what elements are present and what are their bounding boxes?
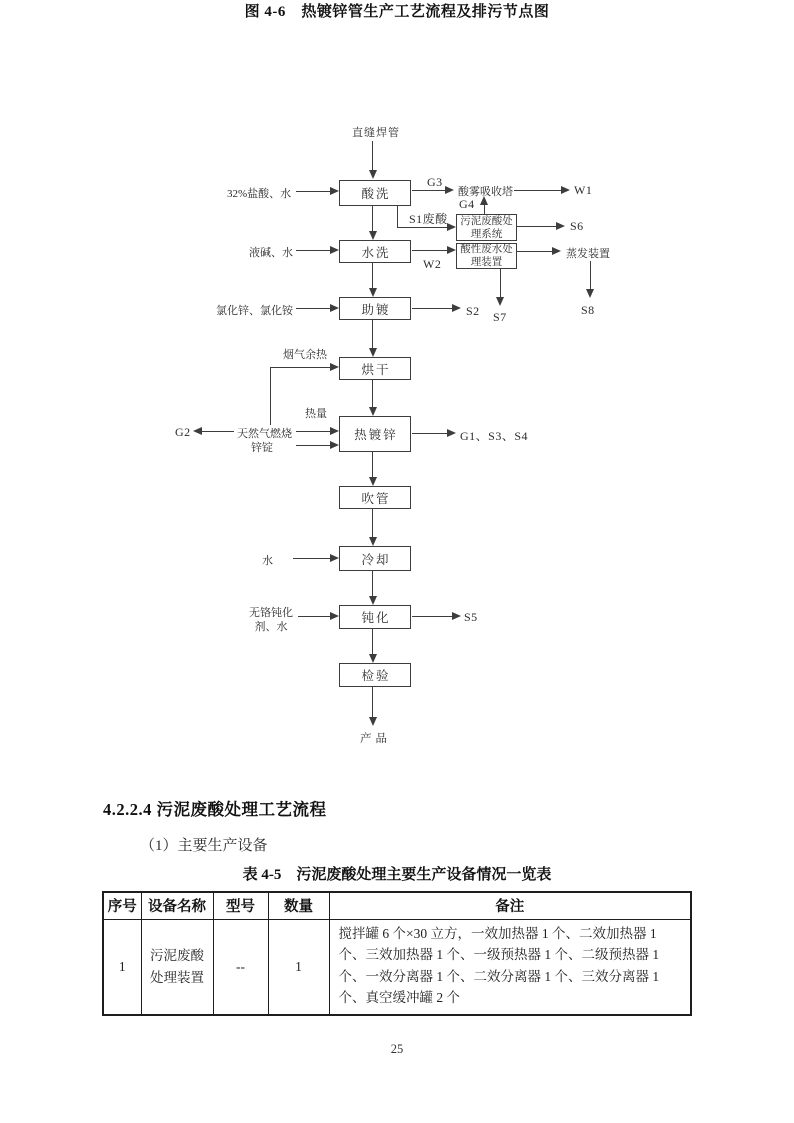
flow-box-water-wash: 水洗: [339, 240, 411, 263]
column-header-model: 型号: [213, 892, 268, 919]
arrow-down-icon: [369, 348, 377, 357]
flow-label-chrome-free-passivator: 无铬钝化剂、水: [249, 607, 293, 633]
arrow-right-icon: [447, 223, 456, 231]
table-header-row: [103, 892, 691, 919]
flow-label-water: 水: [262, 555, 273, 567]
flow-line: [372, 380, 373, 408]
column-header-remark: 备注: [329, 892, 691, 919]
arrow-right-icon: [561, 186, 570, 194]
flow-label-s5: S5: [464, 610, 478, 624]
flow-line: [270, 367, 331, 368]
flow-box-fluxing: 助镀: [339, 297, 411, 320]
flow-line: [298, 616, 331, 617]
flow-line: [372, 452, 373, 478]
flow-label-zinc-ammonium-chloride: 氯化锌、氯化铵: [216, 305, 293, 317]
flow-label-s8: S8: [581, 303, 595, 317]
flow-label-s6: S6: [570, 219, 584, 233]
table-row: [103, 919, 691, 1015]
flow-line: [412, 190, 445, 191]
arrow-down-icon: [369, 717, 377, 726]
arrow-down-icon: [369, 537, 377, 546]
equipment-table: [102, 891, 692, 1016]
flow-label-evaporator: 蒸发装置: [566, 248, 610, 260]
column-header-no: 序号: [103, 892, 141, 919]
cell-no: 1: [103, 919, 141, 1015]
flow-label-hcl-water: 32%盐酸、水: [227, 188, 292, 200]
flow-line: [372, 206, 373, 232]
flow-line: [372, 571, 373, 597]
flow-line: [296, 191, 331, 192]
flow-label-s2: S2: [466, 304, 480, 318]
flow-line: [296, 250, 331, 251]
flow-label-zinc-ingot: 锌锭: [251, 442, 273, 454]
arrow-right-icon: [447, 429, 456, 437]
cell-qty: 1: [268, 919, 329, 1015]
page-number: 25: [390, 1042, 404, 1056]
flow-line: [517, 251, 552, 252]
flow-line: [296, 445, 331, 446]
flow-label-heat: 热量: [305, 408, 327, 420]
arrow-down-icon: [369, 231, 377, 240]
cell-remark: 搅拌罐 6 个×30 立方，一效加热器 1 个、二效加热器 1 个、三效加热器 1 个、一级预热器 1 个、二级预热器 1 个、一效分离器 1 个、二效分离器 1 个、三效分离器 1 个、真空缓冲罐 2 个: [329, 919, 691, 1015]
flow-box-sludge-acid-system: 污泥废酸处理系统: [456, 214, 517, 241]
flow-line: [293, 558, 331, 559]
flow-line: [514, 190, 561, 191]
section-sub-item: （1）主要生产设备: [140, 838, 268, 854]
flow-label-acid-mist-tower: 酸雾吸收塔: [458, 186, 513, 198]
cell-model: --: [213, 919, 268, 1015]
flow-line: [484, 204, 485, 214]
section-heading: 4.2.2.4 污泥废酸处理工艺流程: [103, 800, 327, 819]
flow-line: [372, 263, 373, 289]
arrow-left-icon: [193, 427, 202, 435]
flow-line: [296, 308, 331, 309]
flow-label-g1-s3-s4: G1、S3、S4: [460, 429, 529, 443]
arrow-right-icon: [552, 247, 561, 255]
arrow-down-icon: [369, 288, 377, 297]
flow-line: [372, 320, 373, 349]
flow-line: [590, 261, 591, 290]
column-header-qty: 数量: [268, 892, 329, 919]
flow-box-blow-pipe: 吹管: [339, 486, 411, 509]
arrow-down-icon: [369, 477, 377, 486]
arrow-down-icon: [369, 654, 377, 663]
flow-label-w1: W1: [574, 183, 593, 197]
flow-line: [412, 308, 452, 309]
flow-line: [296, 431, 331, 432]
flow-line: [412, 250, 447, 251]
figure-caption: 图 4-6 热镀锌管生产工艺流程及排污节点图: [244, 4, 550, 20]
flow-label-lye-water: 液碱、水: [249, 247, 293, 259]
arrow-right-icon: [452, 612, 461, 620]
flow-label-g4: G4: [459, 197, 475, 211]
arrow-down-icon: [369, 407, 377, 416]
flow-box-acid-wastewater-unit: 酸性废水处理装置: [456, 243, 517, 269]
arrow-right-icon: [330, 363, 339, 371]
flow-label-natural-gas: 天然气燃烧: [237, 428, 292, 440]
flow-line: [412, 433, 447, 434]
flow-box-inspection: 检验: [339, 663, 411, 687]
arrow-right-icon: [330, 427, 339, 435]
flow-box-pickling: 酸洗: [339, 180, 411, 206]
flow-label-s7: S7: [493, 310, 507, 324]
flow-line: [202, 431, 234, 432]
flow-label-g2: G2: [175, 425, 191, 439]
flow-label-w2: W2: [423, 257, 442, 271]
arrow-right-icon: [330, 612, 339, 620]
arrow-right-icon: [330, 304, 339, 312]
arrow-right-icon: [330, 441, 339, 449]
flow-label-top-input: 直缝焊管: [352, 127, 400, 139]
flow-label-s1-waste-acid: S1废酸: [409, 212, 448, 226]
equipment-table-wrapper: [102, 891, 690, 1016]
arrow-down-icon: [369, 596, 377, 605]
arrow-right-icon: [447, 246, 456, 254]
table-caption: 表 4-5 污泥废酸处理主要生产设备情况一览表: [242, 867, 552, 883]
flow-line: [500, 269, 501, 298]
arrow-right-icon: [330, 246, 339, 254]
flow-line: [397, 206, 398, 228]
arrow-right-icon: [330, 187, 339, 195]
flow-line: [517, 226, 556, 227]
flow-line: [372, 687, 373, 718]
flow-line: [270, 367, 271, 425]
flow-line: [372, 629, 373, 655]
flow-box-drying: 烘干: [339, 357, 411, 380]
flow-line: [372, 141, 373, 171]
arrow-right-icon: [330, 554, 339, 562]
flow-line: [372, 509, 373, 538]
arrow-down-icon: [586, 289, 594, 298]
cell-name: 污泥废酸处理装置: [141, 919, 213, 1015]
flow-label-flue-gas-heat: 烟气余热: [283, 349, 327, 361]
arrow-right-icon: [556, 222, 565, 230]
arrow-right-icon: [445, 186, 454, 194]
flow-label-g3: G3: [427, 175, 443, 189]
flow-label-product: 产品: [360, 733, 391, 745]
flow-box-passivation: 钝化: [339, 605, 411, 629]
arrow-down-icon: [496, 297, 504, 306]
flow-line: [412, 616, 452, 617]
arrow-down-icon: [369, 170, 377, 179]
flow-box-cooling: 冷却: [339, 546, 411, 571]
column-header-name: 设备名称: [141, 892, 213, 919]
flow-line: [397, 227, 447, 228]
flow-box-galvanizing: 热镀锌: [339, 416, 411, 452]
arrow-right-icon: [452, 304, 461, 312]
